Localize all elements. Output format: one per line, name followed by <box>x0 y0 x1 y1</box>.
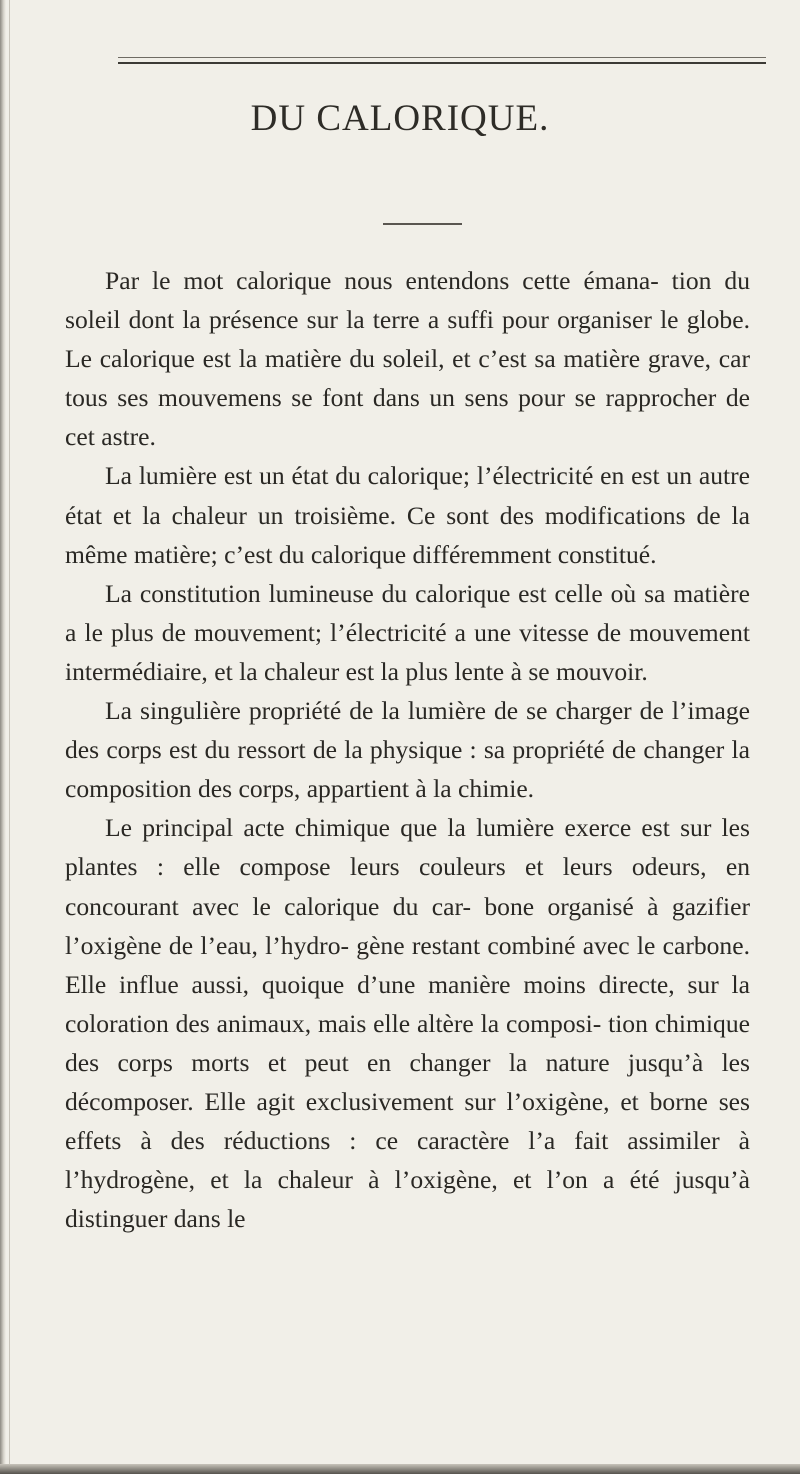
paragraph-1: Par le mot calorique nous entendons cette émana- tion du soleil dont la présence sur la terre a suffi pour organiser le globe. Le calorique est la matière du soleil, et c’est sa matière grave, car tous ses mouvemens se font dans un sens pour se rapprocher de cet astre. <box>65 266 750 452</box>
heading-divider <box>383 223 462 225</box>
page-binding-edge <box>0 0 6 1474</box>
paragraph-2: La lumière est un état du calorique; l’électricité en est un autre état et la chaleur un troisième. Ce sont des modifications de la même matière; c’est du calorique différemment constitué. <box>65 461 750 569</box>
paragraph-3: La constitution lumineuse du calorique est celle où sa matière a le plus de mouvement; l’électricité a une vitesse de mouvement intermédiaire, et la chaleur est la plus lente à se mouvoir. <box>65 578 750 686</box>
paragraph-4: La singulière propriété de la lumière de se charger de l’image des corps est du ressort de la physique : sa propriété de changer la composition des corps, appartient à la chimie. <box>65 696 750 804</box>
paragraph-5: Le principal acte chimique que la lumière exerce est sur les plantes : elle compose leurs couleurs et leurs odeurs, en concourant avec le calorique du car- bone organisé à gazifier l’oxigène de l’eau, l’hydro- gène restant combiné avec le carbone. Elle influe aussi, quoique d’une manière moins directe, sur la coloration des animaux, mais elle altère la composi- tion chimique des corps morts et peut en changer la nature jusqu’à les décomposer. Elle agit exclusivement sur l’oxigène, et borne ses effets à des réductions : ce caractère l’a fait assimiler à l’hydrogène, et la chaleur à l’oxigène, et l’on a été jusqu’à distinguer dans le <box>65 813 750 1234</box>
top-double-rule <box>118 57 766 64</box>
chapter-heading: DU CALORIQUE. <box>250 98 550 139</box>
page-binding-line <box>9 0 10 1474</box>
page-bottom-edge <box>0 1464 800 1474</box>
body-text <box>65 261 750 1238</box>
